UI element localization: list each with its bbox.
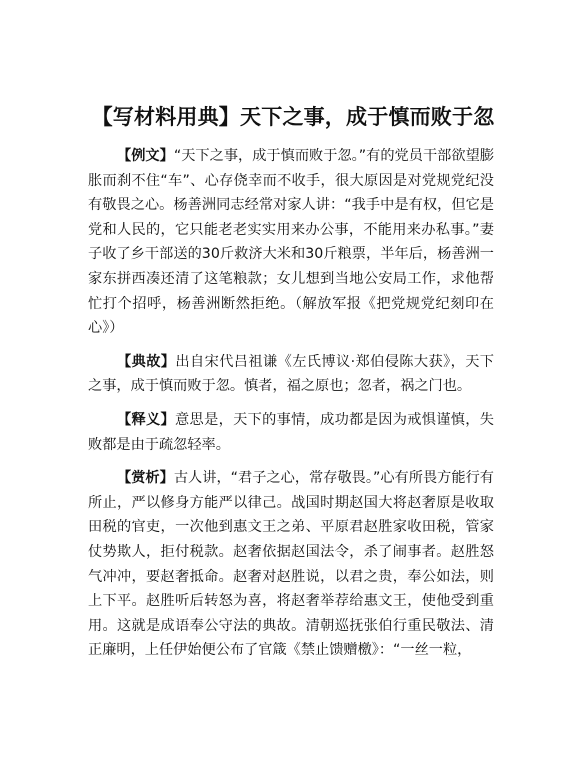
paragraph-meaning: [88, 408, 494, 457]
paragraph-text: 意思是，天下的事情，成功都是因为戒惧谨慎，失败都是由于疏忽轻率。: [88, 411, 494, 453]
document-title: 【写材料用典】天下之事，成于慎而败于忽: [91, 105, 495, 129]
paragraph-text: 出自宋代吕祖谦《左氏博议·郑伯侵陈大获》，天下之事，成于慎而败于忽。慎者，福之原也；忽者，祸之门也。: [88, 353, 494, 395]
paragraph-allusion: [88, 350, 494, 399]
paragraph-tag: 【例文】: [117, 148, 174, 164]
paragraph-tag: 【赏析】: [117, 470, 174, 487]
paragraph-text: “天下之事，成于慎而败于忽。”有的党员干部欲望膨胀而刹不住“车”、心存侥幸而不收手，很大原因是对党规党纪没有敬畏之心。杨善洲同志经常对家人讲：“我手中是有权，但它是党和人民的，它只能老老实实用来办公事，不能用来办私事。”妻子收了乡干部送的30斤救济大米和30斤粮票，半年后，杨善洲一家东拼西凑还清了这笔粮款；女儿想到当地公安局工作，求他帮忙打个招呼，杨善洲断然拒绝。（解放军报《把党规党纪刻印在心》）: [88, 148, 494, 337]
paragraph-example: [88, 144, 494, 341]
paragraph-appreciation: [88, 466, 494, 663]
paragraph-tag: 【释义】: [117, 411, 176, 428]
paragraph-text: 古人讲，“君子之心，常存敬畏。”心有所畏方能行有所止，严以修身方能严以律己。战国时期赵国大将赵奢原是收取田税的官吏，一次他到惠文王之弟、平原君赵胜家收田税，管家仗势欺人，拒付税款。赵奢依据赵国法令，杀了闹事者。赵胜怒气冲冲，要赵奢抵命。赵奢对赵胜说，以君之贵，奉公如法，则上下平。赵胜听后转怒为喜，将赵奢举荐给惠文王，使他受到重用。这就是成语奉公守法的典故。清朝巡抚张伯行重民敬法、清正廉明，上任伊始便公布了官箴《禁止馈赠檄》：“一丝一粒，: [88, 470, 494, 659]
document-body: [88, 144, 494, 672]
paragraph-tag: 【典故】: [117, 353, 176, 370]
